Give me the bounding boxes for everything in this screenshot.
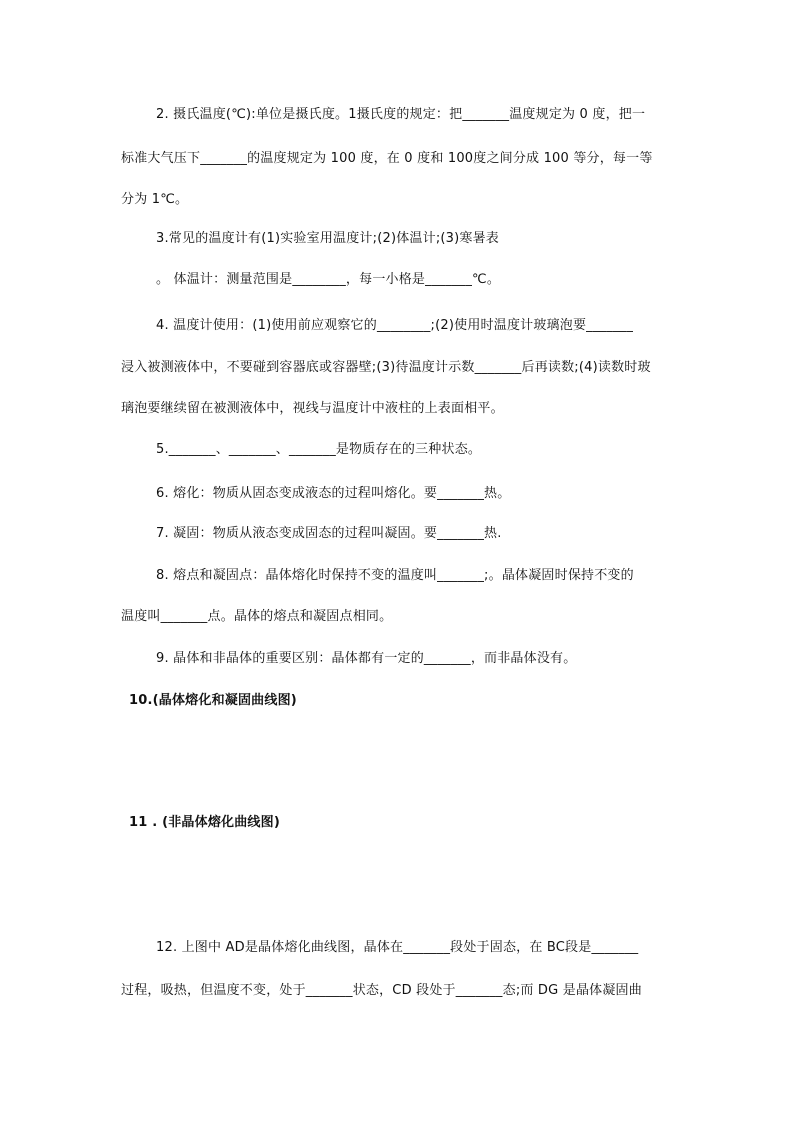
text-line-11: 7. 凝固：物质从液态变成固态的过程叫凝固。要_______热. <box>156 526 502 541</box>
text-line-9: 5._______、_______、_______是物质存在的三种状态。 <box>156 442 482 457</box>
text-line-3: 分为 1℃。 <box>121 192 189 207</box>
text-line-8: 璃泡要继续留在被测液体中，视线与温度计中液柱的上表面相平。 <box>121 401 504 416</box>
text-line-2: 标准大气压下_______的温度规定为 100 度，在 0 度和 100度之间分成 100 等分，每一等 <box>121 151 653 166</box>
text-line-17: 12. 上图中 AD是晶体熔化曲线图，晶体在_______段处于固态，在 BC段是_______ <box>156 940 639 955</box>
text-line-4: 3.常见的温度计有(1)实验室用温度计;(2)体温计;(3)寒暑表 <box>156 231 500 246</box>
text-line-13: 温度叫_______点。晶体的熔点和凝固点相同。 <box>121 609 393 624</box>
text-line-10: 6. 熔化：物质从固态变成液态的过程叫熔化。要_______热。 <box>156 486 511 501</box>
text-line-1: 2. 摄氏温度(℃):单位是摄氏度。1摄氏度的规定：把_______温度规定为 0 度，把一 <box>156 107 646 122</box>
text-line-16: 11 . (非晶体熔化曲线图) <box>129 815 280 830</box>
text-line-15: 10.(晶体熔化和凝固曲线图) <box>129 693 297 708</box>
text-line-18: 过程，吸热，但温度不变，处于_______状态，CD 段处于_______态;而 DG 是晶体凝固曲 <box>121 983 642 998</box>
text-line-6: 4. 温度计使用：(1)使用前应观察它的________;(2)使用时温度计玻璃泡要_______ <box>156 318 634 333</box>
text-line-14: 9. 晶体和非晶体的重要区别：晶体都有一定的_______，而非晶体没有。 <box>156 651 577 666</box>
text-line-5: 。 体温计：测量范围是________，每一小格是_______℃。 <box>156 272 501 287</box>
text-line-7: 浸入被测液体中，不要碰到容器底或容器壁;(3)待温度计示数_______后再读数;(4)读数时玻 <box>121 360 651 375</box>
text-line-12: 8. 熔点和凝固点：晶体熔化时保持不变的温度叫_______;。晶体凝固时保持不变的 <box>156 568 634 583</box>
